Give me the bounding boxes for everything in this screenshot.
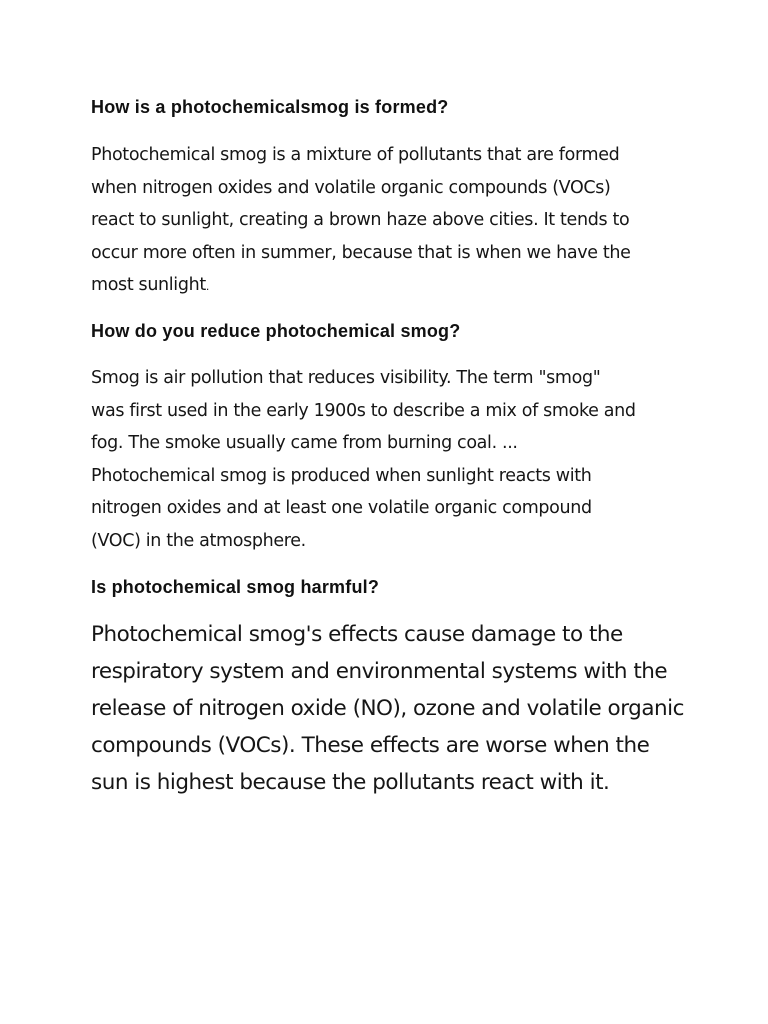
paragraph-line: release of nitrogen oxide (NO), ozone and volatile organic xyxy=(91,696,684,721)
paragraph-line: Photochemical smog is a mixture of pollutants that are formed xyxy=(91,145,620,165)
paragraph-line-text: most sunlight xyxy=(91,275,206,296)
paragraph-line: when nitrogen oxides and volatile organic compounds (VOCs) xyxy=(91,177,611,198)
paragraph-line: was first used in the early 1900s to describe a mix of smoke and xyxy=(91,400,636,421)
paragraph-line: (VOC) in the atmosphere. xyxy=(91,530,306,551)
section-1-paragraph xyxy=(91,139,701,304)
paragraph-line: fog. The smoke usually came from burning coal. ... xyxy=(91,433,518,454)
paragraph-line: Smog is air pollution that reduces visibility. The term "smog" xyxy=(91,368,601,388)
section-2-paragraph xyxy=(91,362,701,558)
paragraph-line: Photochemical smog is produced when sunlight reacts with xyxy=(91,465,592,486)
section-2-heading: How do you reduce photochemical smog? xyxy=(91,321,461,341)
paragraph-line: sun is highest because the pollutants react with it. xyxy=(91,770,610,795)
paragraph-line-last xyxy=(91,269,701,304)
paragraph-line: occur more often in summer, because that is when we have the xyxy=(91,242,631,263)
paragraph-line: nitrogen oxides and at least one volatile organic compound xyxy=(91,498,592,519)
section-1-heading: How is a photochemicalsmog is formed? xyxy=(91,97,449,117)
paragraph-line: react to sunlight, creating a brown haze above cities. It tends to xyxy=(91,210,630,231)
paragraph-line: respiratory system and environmental systems with the xyxy=(91,659,668,684)
section-3-paragraph xyxy=(91,616,701,801)
paragraph-line: compounds (VOCs). These effects are worse when the xyxy=(91,733,650,758)
section-3-heading: Is photochemical smog harmful? xyxy=(91,577,380,597)
paragraph-line: Photochemical smog's effects cause damage to the xyxy=(91,622,623,647)
trailing-period: . xyxy=(205,280,209,294)
